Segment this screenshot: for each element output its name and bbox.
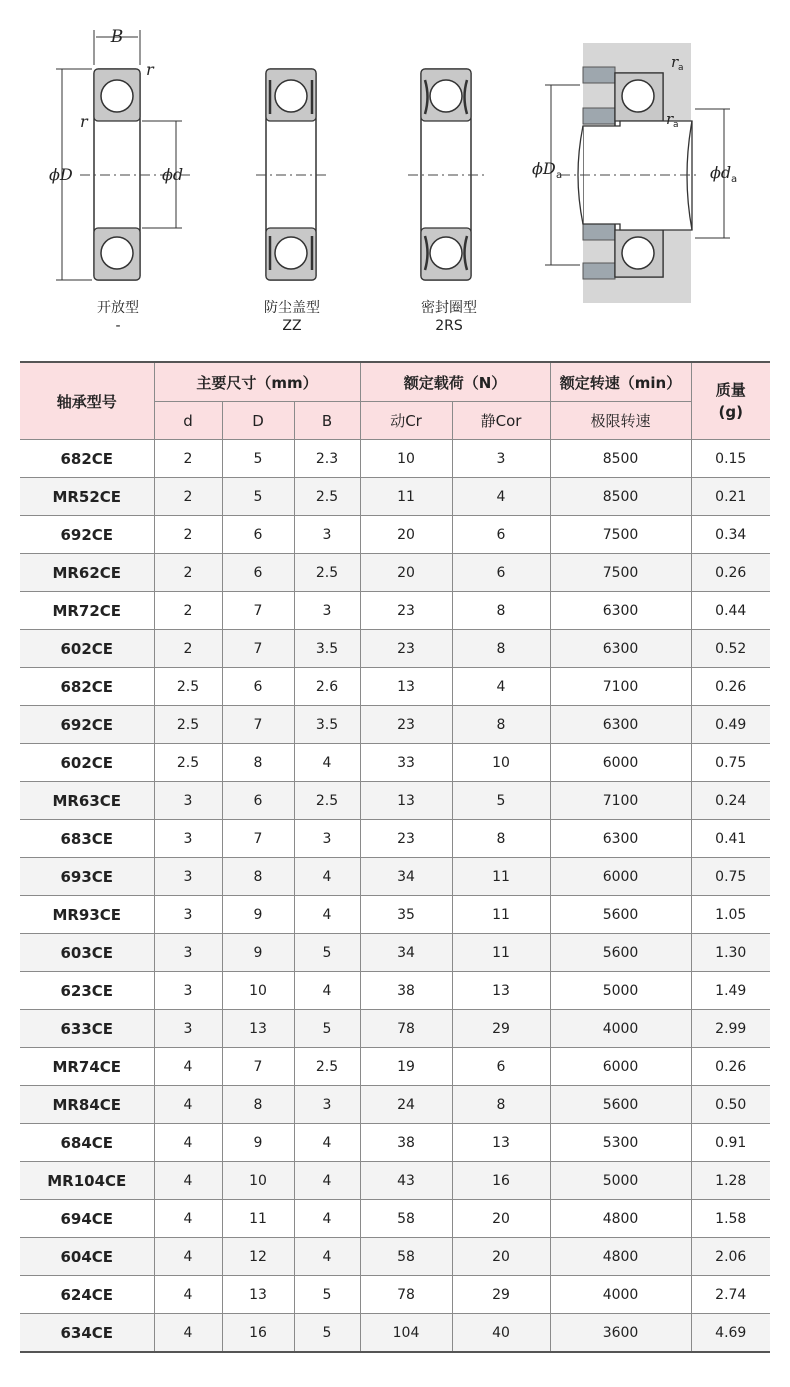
type-name: 开放型 xyxy=(97,300,139,316)
dim-label-r-side: r xyxy=(80,112,88,131)
header-D: D xyxy=(222,402,294,440)
cell-model: 604CE xyxy=(20,1238,154,1276)
cell-limit-speed: 7500 xyxy=(550,554,691,592)
cell-D: 12 xyxy=(222,1238,294,1276)
cell-D: 11 xyxy=(222,1200,294,1238)
cell-model: 692CE xyxy=(20,706,154,744)
cell-mass: 1.58 xyxy=(691,1200,770,1238)
table-row xyxy=(20,478,770,516)
cell-d: 2 xyxy=(154,478,222,516)
cell-limit-speed: 3600 xyxy=(550,1314,691,1353)
cell-model: 683CE xyxy=(20,820,154,858)
cell-cor: 4 xyxy=(452,478,550,516)
dim-label-ra-top: r xyxy=(671,53,679,71)
cell-d: 2 xyxy=(154,592,222,630)
cell-cr: 24 xyxy=(360,1086,452,1124)
cell-D: 9 xyxy=(222,934,294,972)
cell-mass: 0.75 xyxy=(691,744,770,782)
table-row xyxy=(20,1314,770,1353)
cell-model: 682CE xyxy=(20,668,154,706)
2rs-type-drawing xyxy=(408,69,484,280)
cell-limit-speed: 6300 xyxy=(550,820,691,858)
cell-model: 603CE xyxy=(20,934,154,972)
cell-mass: 4.69 xyxy=(691,1314,770,1353)
cell-B: 4 xyxy=(294,896,360,934)
cell-limit-speed: 6000 xyxy=(550,858,691,896)
cell-mass: 1.30 xyxy=(691,934,770,972)
cell-cr: 34 xyxy=(360,934,452,972)
cell-d: 2.5 xyxy=(154,668,222,706)
cell-D: 7 xyxy=(222,706,294,744)
cell-cor: 20 xyxy=(452,1200,550,1238)
cell-D: 7 xyxy=(222,592,294,630)
cell-mass: 1.49 xyxy=(691,972,770,1010)
cell-model: MR84CE xyxy=(20,1086,154,1124)
cell-model: MR52CE xyxy=(20,478,154,516)
cell-mass: 0.21 xyxy=(691,478,770,516)
cell-B: 5 xyxy=(294,934,360,972)
type-caption-2rs xyxy=(403,299,495,335)
header-dimensions: 主要尺寸（mm） xyxy=(154,362,360,402)
cell-limit-speed: 5000 xyxy=(550,1162,691,1200)
cell-B: 2.5 xyxy=(294,554,360,592)
type-code: ZZ xyxy=(282,318,302,334)
cell-mass: 0.34 xyxy=(691,516,770,554)
cell-D: 5 xyxy=(222,440,294,478)
cell-D: 6 xyxy=(222,782,294,820)
cell-limit-speed: 4800 xyxy=(550,1238,691,1276)
cell-B: 2.5 xyxy=(294,782,360,820)
cell-cor: 8 xyxy=(452,630,550,668)
dim-label-phid: ϕd xyxy=(162,165,184,184)
cell-cor: 5 xyxy=(452,782,550,820)
cell-B: 4 xyxy=(294,1124,360,1162)
cell-model: 624CE xyxy=(20,1276,154,1314)
cell-limit-speed: 4000 xyxy=(550,1010,691,1048)
table-row xyxy=(20,668,770,706)
cell-d: 4 xyxy=(154,1314,222,1353)
cell-limit-speed: 8500 xyxy=(550,478,691,516)
table-row xyxy=(20,630,770,668)
cell-B: 4 xyxy=(294,1162,360,1200)
cell-cr: 11 xyxy=(360,478,452,516)
cell-mass: 1.05 xyxy=(691,896,770,934)
cell-cor: 6 xyxy=(452,554,550,592)
cell-cor: 6 xyxy=(452,1048,550,1086)
cell-model: 692CE xyxy=(20,516,154,554)
cell-cr: 35 xyxy=(360,896,452,934)
cell-limit-speed: 6000 xyxy=(550,744,691,782)
cell-d: 3 xyxy=(154,1010,222,1048)
dim-label-phida: ϕd xyxy=(710,163,732,182)
header-limit-speed: 极限转速 xyxy=(550,402,691,440)
cell-mass: 0.41 xyxy=(691,820,770,858)
cell-B: 3.5 xyxy=(294,706,360,744)
cell-mass: 2.06 xyxy=(691,1238,770,1276)
header-load-rating: 额定载荷（N） xyxy=(360,362,550,402)
header-d: d xyxy=(154,402,222,440)
open-type-drawing xyxy=(49,27,190,280)
cell-B: 4 xyxy=(294,858,360,896)
cell-model: 602CE xyxy=(20,744,154,782)
cell-model: 684CE xyxy=(20,1124,154,1162)
cell-cor: 4 xyxy=(452,668,550,706)
mounting-drawing xyxy=(532,43,737,303)
dim-label-ra-mid-sub: a xyxy=(673,120,679,130)
cell-B: 3 xyxy=(294,592,360,630)
cell-model: MR93CE xyxy=(20,896,154,934)
type-caption-open xyxy=(72,299,164,335)
type-caption-zz xyxy=(246,299,338,335)
cell-limit-speed: 5300 xyxy=(550,1124,691,1162)
cell-cr: 23 xyxy=(360,820,452,858)
cell-limit-speed: 7100 xyxy=(550,782,691,820)
cell-cr: 23 xyxy=(360,592,452,630)
cell-cor: 13 xyxy=(452,1124,550,1162)
cell-cr: 10 xyxy=(360,440,452,478)
type-code: - xyxy=(115,318,121,334)
cell-d: 3 xyxy=(154,782,222,820)
table-row xyxy=(20,1200,770,1238)
cell-model: MR104CE xyxy=(20,1162,154,1200)
cell-d: 2 xyxy=(154,516,222,554)
cell-B: 2.5 xyxy=(294,1048,360,1086)
cell-model: 682CE xyxy=(20,440,154,478)
table-row xyxy=(20,440,770,478)
cell-cor: 11 xyxy=(452,896,550,934)
cell-mass: 0.44 xyxy=(691,592,770,630)
table-body xyxy=(20,440,770,1353)
cell-D: 8 xyxy=(222,744,294,782)
table-row xyxy=(20,1162,770,1200)
cell-B: 3 xyxy=(294,1086,360,1124)
cell-cor: 13 xyxy=(452,972,550,1010)
table-row xyxy=(20,896,770,934)
cell-D: 16 xyxy=(222,1314,294,1353)
cell-limit-speed: 8500 xyxy=(550,440,691,478)
cell-D: 6 xyxy=(222,554,294,592)
cell-cr: 19 xyxy=(360,1048,452,1086)
cell-cor: 10 xyxy=(452,744,550,782)
cell-d: 3 xyxy=(154,858,222,896)
cell-limit-speed: 6000 xyxy=(550,1048,691,1086)
cell-limit-speed: 5600 xyxy=(550,1086,691,1124)
cell-limit-speed: 5600 xyxy=(550,934,691,972)
cell-cor: 20 xyxy=(452,1238,550,1276)
cell-d: 4 xyxy=(154,1238,222,1276)
cell-D: 7 xyxy=(222,820,294,858)
cell-limit-speed: 4000 xyxy=(550,1276,691,1314)
table-row xyxy=(20,1010,770,1048)
table-row xyxy=(20,820,770,858)
cell-D: 13 xyxy=(222,1276,294,1314)
type-code: 2RS xyxy=(435,318,463,334)
cell-model: 634CE xyxy=(20,1314,154,1353)
cell-d: 4 xyxy=(154,1086,222,1124)
cell-cor: 11 xyxy=(452,934,550,972)
cell-limit-speed: 5000 xyxy=(550,972,691,1010)
cell-mass: 2.74 xyxy=(691,1276,770,1314)
cell-B: 4 xyxy=(294,744,360,782)
cell-cor: 16 xyxy=(452,1162,550,1200)
header-static-cor: 静Cor xyxy=(452,402,550,440)
cell-B: 3 xyxy=(294,516,360,554)
cell-d: 2 xyxy=(154,440,222,478)
dim-label-phiDa: ϕD xyxy=(532,159,556,178)
header-rated-speed: 额定转速（min） xyxy=(550,362,691,402)
type-name: 密封圈型 xyxy=(421,300,477,316)
cell-cr: 104 xyxy=(360,1314,452,1353)
table-row xyxy=(20,1238,770,1276)
header-mass: 质量 (g) xyxy=(691,362,770,440)
cell-limit-speed: 6300 xyxy=(550,706,691,744)
cell-D: 5 xyxy=(222,478,294,516)
cell-d: 2 xyxy=(154,630,222,668)
cell-mass: 0.50 xyxy=(691,1086,770,1124)
cell-B: 2.6 xyxy=(294,668,360,706)
cell-mass: 0.52 xyxy=(691,630,770,668)
header-B: B xyxy=(294,402,360,440)
cell-model: MR72CE xyxy=(20,592,154,630)
cell-d: 4 xyxy=(154,1124,222,1162)
cell-d: 3 xyxy=(154,934,222,972)
cell-cr: 58 xyxy=(360,1238,452,1276)
table-row xyxy=(20,934,770,972)
table-row xyxy=(20,592,770,630)
cell-mass: 0.26 xyxy=(691,554,770,592)
cell-cr: 13 xyxy=(360,782,452,820)
cell-limit-speed: 5600 xyxy=(550,896,691,934)
cell-model: MR63CE xyxy=(20,782,154,820)
table-row xyxy=(20,1124,770,1162)
cell-d: 3 xyxy=(154,820,222,858)
cell-cor: 8 xyxy=(452,592,550,630)
cell-model: 602CE xyxy=(20,630,154,668)
cell-B: 2.3 xyxy=(294,440,360,478)
cell-cr: 20 xyxy=(360,516,452,554)
cell-cor: 8 xyxy=(452,706,550,744)
table-row xyxy=(20,1048,770,1086)
table-row xyxy=(20,706,770,744)
cell-D: 10 xyxy=(222,972,294,1010)
cell-cr: 34 xyxy=(360,858,452,896)
cell-D: 7 xyxy=(222,1048,294,1086)
bearing-spec-table xyxy=(20,361,770,1353)
table-row xyxy=(20,858,770,896)
dim-label-B: B xyxy=(110,27,124,47)
cell-cr: 43 xyxy=(360,1162,452,1200)
cell-mass: 0.26 xyxy=(691,668,770,706)
cell-cr: 58 xyxy=(360,1200,452,1238)
cell-limit-speed: 7100 xyxy=(550,668,691,706)
cell-D: 6 xyxy=(222,516,294,554)
cell-cr: 33 xyxy=(360,744,452,782)
cell-limit-speed: 4800 xyxy=(550,1200,691,1238)
cell-mass: 0.75 xyxy=(691,858,770,896)
cell-limit-speed: 6300 xyxy=(550,592,691,630)
table-row xyxy=(20,554,770,592)
cell-limit-speed: 6300 xyxy=(550,630,691,668)
bearing-diagrams xyxy=(0,0,790,360)
cell-B: 4 xyxy=(294,972,360,1010)
cell-cr: 38 xyxy=(360,1124,452,1162)
cell-limit-speed: 7500 xyxy=(550,516,691,554)
table-row xyxy=(20,1276,770,1314)
dim-label-phiD: ϕD xyxy=(49,165,73,184)
dim-label-ra-mid: r xyxy=(666,110,674,128)
cell-B: 5 xyxy=(294,1314,360,1353)
cell-D: 10 xyxy=(222,1162,294,1200)
cell-d: 2 xyxy=(154,554,222,592)
dim-label-ra-top-sub: a xyxy=(678,63,684,73)
cell-D: 8 xyxy=(222,1086,294,1124)
cell-cor: 29 xyxy=(452,1276,550,1314)
cell-d: 4 xyxy=(154,1162,222,1200)
cell-B: 2.5 xyxy=(294,478,360,516)
table-row xyxy=(20,516,770,554)
zz-type-drawing xyxy=(256,69,330,280)
cell-cr: 20 xyxy=(360,554,452,592)
cell-D: 6 xyxy=(222,668,294,706)
cell-B: 3 xyxy=(294,820,360,858)
cell-B: 4 xyxy=(294,1238,360,1276)
cell-mass: 0.26 xyxy=(691,1048,770,1086)
cell-D: 9 xyxy=(222,1124,294,1162)
table-row xyxy=(20,972,770,1010)
cell-cor: 8 xyxy=(452,1086,550,1124)
cell-d: 3 xyxy=(154,896,222,934)
cell-model: 623CE xyxy=(20,972,154,1010)
cell-mass: 0.15 xyxy=(691,440,770,478)
table-row xyxy=(20,782,770,820)
cell-model: MR74CE xyxy=(20,1048,154,1086)
cell-cor: 40 xyxy=(452,1314,550,1353)
cell-D: 13 xyxy=(222,1010,294,1048)
cell-d: 4 xyxy=(154,1200,222,1238)
cell-cr: 23 xyxy=(360,630,452,668)
cell-d: 2.5 xyxy=(154,706,222,744)
cell-model: 693CE xyxy=(20,858,154,896)
cell-D: 7 xyxy=(222,630,294,668)
cell-cor: 11 xyxy=(452,858,550,896)
dim-label-Da-sub: a xyxy=(556,170,563,181)
cell-cr: 38 xyxy=(360,972,452,1010)
cell-model: 633CE xyxy=(20,1010,154,1048)
cell-B: 5 xyxy=(294,1010,360,1048)
cell-cor: 6 xyxy=(452,516,550,554)
cell-mass: 0.49 xyxy=(691,706,770,744)
cell-cr: 78 xyxy=(360,1010,452,1048)
cell-mass: 2.99 xyxy=(691,1010,770,1048)
cell-cr: 78 xyxy=(360,1276,452,1314)
header-model: 轴承型号 xyxy=(20,362,154,440)
cell-mass: 0.24 xyxy=(691,782,770,820)
table-row xyxy=(20,744,770,782)
cell-cr: 13 xyxy=(360,668,452,706)
cell-d: 4 xyxy=(154,1048,222,1086)
dim-label-da-sub: a xyxy=(731,174,738,185)
dim-label-r-top: r xyxy=(146,60,154,79)
type-name: 防尘盖型 xyxy=(264,300,320,316)
cell-B: 3.5 xyxy=(294,630,360,668)
cell-cor: 29 xyxy=(452,1010,550,1048)
table-row xyxy=(20,1086,770,1124)
cell-D: 8 xyxy=(222,858,294,896)
cell-D: 9 xyxy=(222,896,294,934)
cell-cor: 8 xyxy=(452,820,550,858)
cell-d: 2.5 xyxy=(154,744,222,782)
cell-mass: 1.28 xyxy=(691,1162,770,1200)
header-dynamic-cr: 动Cr xyxy=(360,402,452,440)
cell-model: 694CE xyxy=(20,1200,154,1238)
cell-d: 3 xyxy=(154,972,222,1010)
cell-d: 4 xyxy=(154,1276,222,1314)
cell-model: MR62CE xyxy=(20,554,154,592)
cell-cr: 23 xyxy=(360,706,452,744)
cell-mass: 0.91 xyxy=(691,1124,770,1162)
cell-B: 5 xyxy=(294,1276,360,1314)
cell-B: 4 xyxy=(294,1200,360,1238)
cell-cor: 3 xyxy=(452,440,550,478)
